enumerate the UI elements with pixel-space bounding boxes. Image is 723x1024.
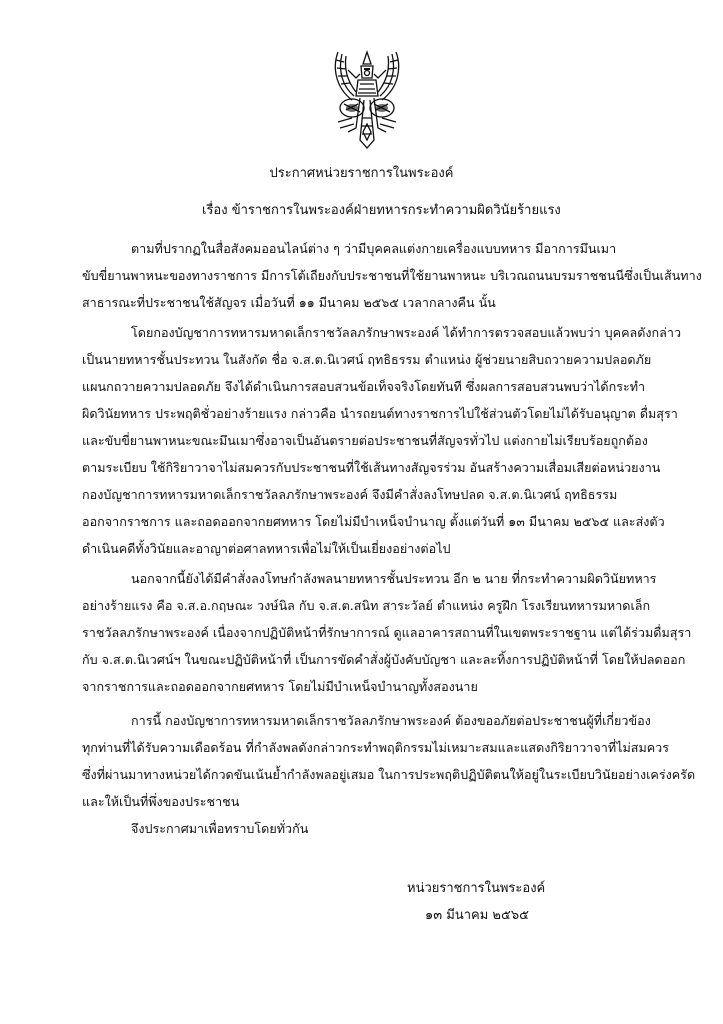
paragraph-5-line-1: จึงประกาศมาเพื่อทราบโดยทั่วกัน: [131, 821, 309, 836]
paragraph-2-line-3: แผนกถวายความปลอดภัย จึงได้ดำเนินการสอบสวนข้อเท็จจริงโดยทันที ซึ่งผลการสอบสวนพบว่าได้กระทำ: [82, 379, 646, 394]
paragraph-1-line-1: ตามที่ปรากฏในสื่อสังคมออนไลน์ต่าง ๆ ว่ามีบุคคลแต่งกายเครื่องแบบทหาร มีอาการมึนเมา: [131, 241, 617, 256]
paragraph-2-line-2: เป็นนายทหารชั้นประทวน ในสังกัด ชื่อ จ.ส.ต.นิเวศน์ ฤทธิธรรม ตำแหน่ง ผู้ช่วยนายสิบถวายความปลอดภัย: [82, 352, 652, 367]
paragraph-2-line-4: ผิดวินัยทหาร ประพฤติชั่วอย่างร้ายแรง กล่าวคือ นำรถยนต์ทางราชการไปใช้ส่วนตัวโดยไม่ได้รับอนุญาต ดื่มสุรา: [82, 406, 678, 421]
paragraph-3-line-5: จากราชการและถอดออกจากยศทหาร โดยไม่มีบำเหน็จบำนาญทั้งสองนาย: [82, 679, 478, 694]
signature-issuer: หน่วยราชการในพระองค์: [407, 881, 546, 896]
paragraph-3-line-1: นอกจากนี้ยังได้มีคำสั่งลงโทษกำลังพลนายทหารชั้นประทวน อีก ๒ นาย ที่กระทำความผิดวินัยทหาร: [131, 571, 657, 586]
paragraph-1-line-2: ขับขี่ยานพาหนะของทางราชการ มีการโต้เถียงกับประชาชนที่ใช้ยานพาหนะ บริเวณถนนบรมราชชนนีซึ่งเป็นเส้นทาง: [82, 268, 702, 283]
paragraph-2-line-8: ออกจากราชการ และถอดออกจากยศทหาร โดยไม่มีบำเหน็จบำนาญ ตั้งแต่วันที่ ๑๓ มีนาคม ๒๕๖๕ และส่งตัว: [82, 514, 665, 529]
paragraph-4-line-3: ซึ่งที่ผ่านมาทางหน่วยได้กวดขันเน้นย้ำกำลังพลอยู่เสมอ ในการประพฤติปฏิบัติตนให้อยู่ในระเบียบวินัยอย่างเคร่งครัด: [82, 767, 696, 782]
paragraph-3-line-3: ราชวัลลภรักษาพระองค์ เนื่องจากปฏิบัติหน้าที่รักษาการณ์ ดูแลอาคารสถานที่ในเขตพระราชฐาน แต่ได้ร่วมดื่มสุรา: [82, 625, 692, 640]
paragraph-1-line-3: สาธารณะที่ประชาชนใช้สัญจร เมื่อวันที่ ๑๑ มีนาคม ๒๕๖๕ เวลากลางคืน นั้น: [82, 295, 496, 310]
signature-date: ๑๓ มีนาคม ๒๕๖๕: [425, 908, 529, 923]
paragraph-2-line-9: ดำเนินคดีทั้งวินัยและอาญาต่อศาลทหารเพื่อไม่ให้เป็นเยี่ยงอย่างต่อไป: [82, 541, 451, 556]
document-subject: เรื่อง ข้าราชการในพระองค์ฝ่ายทหารกระทำความผิดวินัยร้ายแรง: [202, 203, 561, 218]
paragraph-2-line-6: ตามระเบียบ ใช้กิริยาวาจาไม่สมควรกับประชาชนที่ใช้เส้นทางสัญจรร่วม อันสร้างความเสื่อมเสียต่อหน่วยงาน: [82, 460, 661, 475]
paragraph-3-line-2: อย่างร้ายแรง คือ จ.ส.อ.กฤษณะ วงษ์นิล กับ จ.ส.ต.สนิท สาระวัลย์ ตำแหน่ง ครูฝึก โรงเรียนทหารมหาดเล็ก: [82, 598, 651, 613]
paragraph-2-line-7: กองบัญชาการทหารมหาดเล็กราชวัลลภรักษาพระองค์ จึงมีคำสั่งลงโทษปลด จ.ส.ต.นิเวศน์ ฤทธิธรรม: [82, 487, 618, 502]
paragraph-4-line-2: ทุกท่านที่ได้รับความเดือดร้อน ที่กำลังพลดังกล่าวกระทำพฤติกรรมไม่เหมาะสมและแสดงกิริยาวาจาที่ไม่สมควร: [82, 740, 670, 755]
paragraph-2-line-1: โดยกองบัญชาการทหารมหาดเล็กราชวัลลภรักษาพระองค์ ได้ทำการตรวจสอบแล้วพบว่า บุคคลดังกล่าว: [131, 325, 682, 340]
document-heading: ประกาศหน่วยราชการในพระองค์: [269, 166, 454, 181]
garuda-emblem-icon: [330, 48, 404, 150]
paragraph-4-line-4: และให้เป็นที่พึ่งของประชาชน: [82, 794, 240, 809]
paragraph-4-line-1: การนี้ กองบัญชาการทหารมหาดเล็กราชวัลลภรักษาพระองค์ ต้องขออภัยต่อประชาชนผู้ที่เกี่ยวข้อง: [131, 713, 651, 728]
paragraph-2-line-5: และขับขี่ยานพาหนะขณะมึนเมาซึ่งอาจเป็นอันตรายต่อประชาชนที่สัญจรทั่วไป แต่งกายไม่เรียบร้อยถูกต้อง: [82, 433, 648, 448]
paragraph-3-line-4: กับ จ.ส.ต.นิเวศน์ฯ ในขณะปฏิบัติหน้าที่ เป็นการขัดคำสั่งผู้บังคับบัญชา และละทิ้งการปฏิบัติหน้าที่ โดยให้ปลดออก: [82, 652, 686, 667]
